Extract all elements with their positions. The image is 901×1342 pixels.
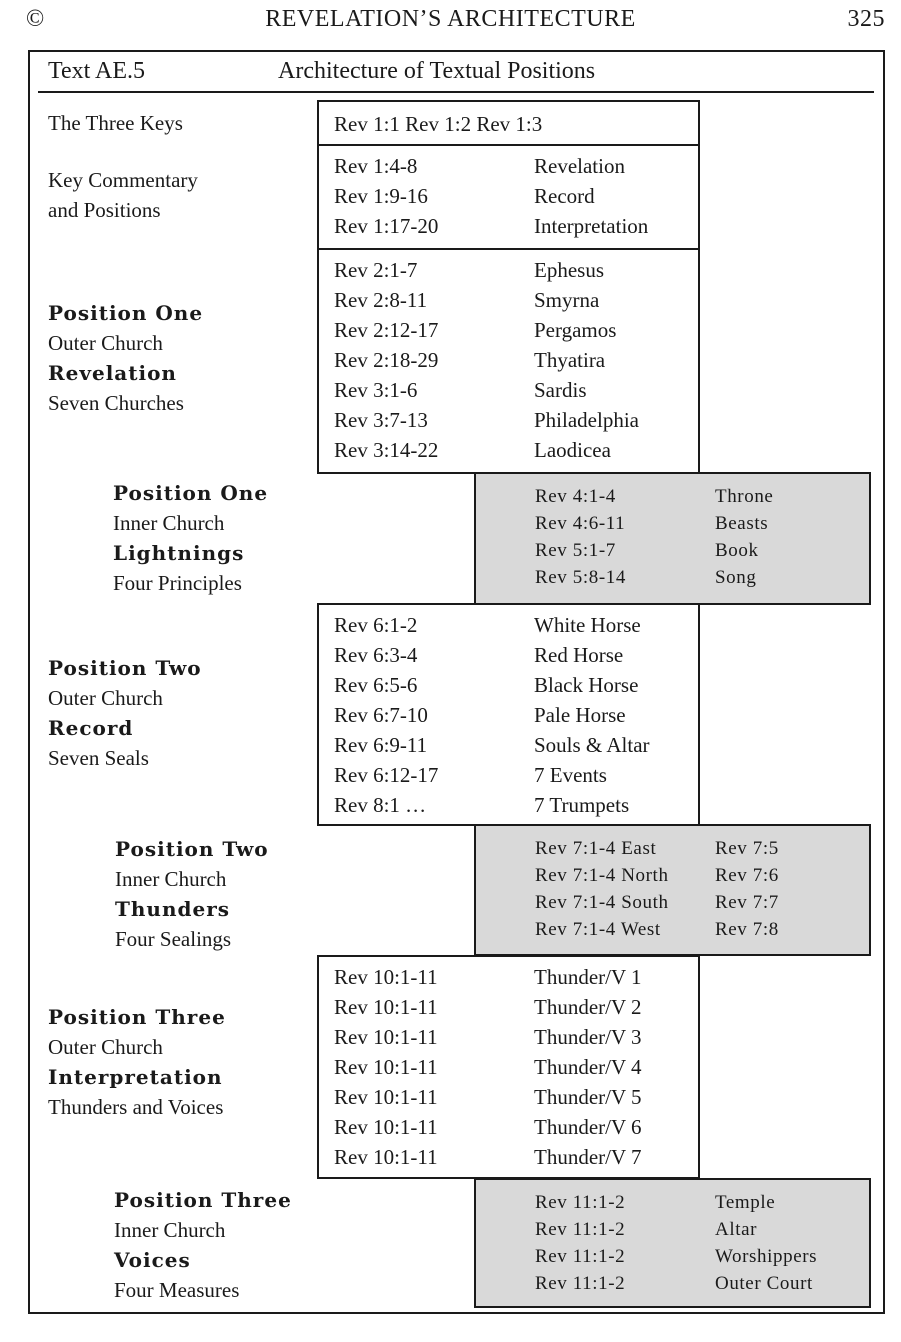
reference-row	[319, 613, 698, 643]
reference-verse: Rev 10:1-11	[334, 995, 438, 1019]
reference-row	[319, 438, 698, 468]
reference-topic: Thunder/V 6	[534, 1115, 642, 1139]
reference-row	[319, 763, 698, 793]
reference-topic: Thunder/V 5	[534, 1085, 642, 1109]
label-position-two-inner: Position Two Inner Church Thunders Four Sealings	[115, 837, 269, 951]
reference-topic: Smyrna	[534, 288, 600, 312]
position-two-outer-box	[317, 603, 700, 826]
reference-verse: Rev 10:1-11	[334, 1085, 438, 1109]
reference-topic: Pale Horse	[534, 703, 626, 727]
reference-topic: Throne	[715, 486, 774, 507]
reference-topic: Ephesus	[534, 258, 604, 282]
position-one-outer-box	[317, 248, 700, 474]
reference-row	[476, 540, 869, 567]
label-position-one-outer: Position One Outer Church Revelation Seven Churches	[48, 301, 204, 415]
reference-row	[319, 733, 698, 763]
reference-row	[476, 1219, 869, 1246]
reference-verse: Rev 6:7-10	[334, 703, 428, 727]
reference-row	[476, 1192, 869, 1219]
reference-topic: Record	[534, 184, 595, 208]
reference-row	[476, 1273, 869, 1300]
reference-verse: Rev 10:1-11	[334, 1145, 438, 1169]
reference-verse: Rev 3:1-6	[334, 378, 418, 402]
reference-row	[319, 1085, 698, 1115]
reference-topic: Rev 7:5	[715, 838, 779, 859]
commentary-box	[317, 144, 700, 250]
reference-row	[319, 1055, 698, 1085]
reference-topic: Rev 7:6	[715, 865, 779, 886]
position-three-outer-box	[317, 955, 700, 1179]
figure-title: Architecture of Textual Positions	[278, 58, 596, 84]
reference-verse: Rev 5:1-7	[535, 540, 616, 561]
reference-verse: Rev 4:6-11	[535, 513, 626, 534]
reference-row	[319, 288, 698, 318]
reference-row	[476, 919, 869, 946]
label-position-three-inner: Position Three Inner Church Voices Four Measures	[114, 1188, 292, 1302]
reference-row	[476, 486, 869, 513]
reference-topic: Outer Court	[715, 1273, 813, 1294]
reference-verse: Rev 7:1-4 West	[535, 919, 661, 940]
keys-box	[317, 100, 700, 146]
commentary-label: Key Commentary and Positions	[48, 168, 198, 222]
reference-row	[476, 567, 869, 594]
reference-topic: Song	[715, 567, 757, 588]
reference-row	[319, 154, 698, 184]
reference-row	[476, 513, 869, 540]
reference-topic: Souls & Altar	[534, 733, 650, 757]
reference-verse: Rev 1:17-20	[334, 214, 439, 238]
reference-verse: Rev 3:7-13	[334, 408, 428, 432]
reference-verse: Rev 6:1-2	[334, 613, 418, 637]
reference-row	[476, 892, 869, 919]
reference-row	[319, 793, 698, 823]
reference-verse: Rev 11:1-2	[535, 1273, 626, 1294]
reference-verse: Rev 11:1-2	[535, 1246, 626, 1267]
reference-verse: Rev 6:5-6	[334, 673, 418, 697]
reference-topic: Philadelphia	[534, 408, 639, 432]
reference-verse: Rev 2:18-29	[334, 348, 439, 372]
reference-row	[319, 643, 698, 673]
reference-verse: Rev 7:1-4 East	[535, 838, 657, 859]
reference-verse: Rev 10:1-11	[334, 965, 438, 989]
reference-topic: Red Horse	[534, 643, 624, 667]
reference-verse: Rev 6:12-17	[334, 763, 439, 787]
position-three-inner-box	[474, 1178, 871, 1308]
reference-topic: Laodicea	[534, 438, 611, 462]
position-one-inner-box	[474, 472, 871, 605]
reference-row	[319, 965, 698, 995]
reference-topic: Thunder/V 7	[534, 1145, 642, 1169]
reference-verse: Rev 2:8-11	[334, 288, 428, 312]
reference-topic: Pergamos	[534, 318, 617, 342]
reference-topic: White Horse	[534, 613, 641, 637]
label-position-one-inner: Position One Inner Church Lightnings Four Principles	[113, 481, 269, 595]
reference-row	[319, 1145, 698, 1175]
page-number: 325	[847, 6, 885, 32]
reference-verse: Rev 7:1-4 South	[535, 892, 669, 913]
reference-topic: Thunder/V 1	[534, 965, 642, 989]
reference-verse: Rev 3:14-22	[334, 438, 439, 462]
reference-verse: Rev 6:3-4	[334, 643, 418, 667]
reference-verse: Rev 10:1-11	[334, 1055, 438, 1079]
label-position-three-outer: Position Three Outer Church Interpretation Thunders and Voices	[48, 1005, 226, 1119]
reference-row	[319, 408, 698, 438]
reference-verse: Rev 6:9-11	[334, 733, 428, 757]
reference-row	[319, 184, 698, 214]
reference-verse: Rev 7:1-4 North	[535, 865, 669, 886]
reference-topic: Rev 7:7	[715, 892, 779, 913]
reference-topic: Altar	[715, 1219, 758, 1240]
keys-refs: Rev 1:1 Rev 1:2 Rev 1:3	[334, 112, 543, 136]
label-position-two-outer: Position Two Outer Church Record Seven Seals	[48, 656, 202, 770]
reference-topic: Book	[715, 540, 759, 561]
reference-verse: Rev 5:8-14	[535, 567, 626, 588]
reference-topic: Revelation	[534, 154, 625, 178]
reference-topic: Thunder/V 4	[534, 1055, 642, 1079]
reference-verse: Rev 1:4-8	[334, 154, 418, 178]
reference-row	[319, 378, 698, 408]
reference-row	[319, 1115, 698, 1145]
reference-row	[476, 838, 869, 865]
reference-row	[319, 214, 698, 244]
reference-row	[476, 865, 869, 892]
reference-topic: Black Horse	[534, 673, 639, 697]
reference-topic: Interpretation	[534, 214, 649, 238]
reference-row	[319, 703, 698, 733]
reference-row	[476, 1246, 869, 1273]
reference-verse: Rev 11:1-2	[535, 1192, 626, 1213]
reference-verse: Rev 2:12-17	[334, 318, 439, 342]
reference-row	[319, 1025, 698, 1055]
reference-topic: Thunder/V 2	[534, 995, 642, 1019]
reference-verse: Rev 2:1-7	[334, 258, 418, 282]
reference-topic: Worshippers	[715, 1246, 818, 1267]
reference-verse: Rev 11:1-2	[535, 1219, 626, 1240]
reference-row	[319, 348, 698, 378]
reference-verse: Rev 1:9-16	[334, 184, 428, 208]
caption-divider	[38, 91, 874, 93]
reference-topic: Rev 7:8	[715, 919, 779, 940]
reference-topic: Thunder/V 3	[534, 1025, 642, 1049]
reference-topic: 7 Trumpets	[534, 793, 630, 817]
position-two-inner-box	[474, 824, 871, 956]
reference-row	[319, 673, 698, 703]
reference-verse: Rev 10:1-11	[334, 1025, 438, 1049]
running-title: REVELATION’S ARCHITECTURE	[265, 6, 636, 32]
reference-row	[319, 258, 698, 288]
reference-row	[319, 995, 698, 1025]
reference-topic: Thyatira	[534, 348, 606, 372]
reference-verse: Rev 10:1-11	[334, 1115, 438, 1139]
keys-label: The Three Keys	[48, 111, 183, 135]
reference-topic: Temple	[715, 1192, 776, 1213]
reference-verse: Rev 4:1-4	[535, 486, 616, 507]
reference-topic: Sardis	[534, 378, 587, 402]
figure-id: Text AE.5	[48, 58, 145, 84]
reference-topic: 7 Events	[534, 763, 607, 787]
copyright-symbol: ©	[26, 6, 45, 32]
reference-topic: Beasts	[715, 513, 769, 534]
reference-row	[319, 318, 698, 348]
reference-verse: Rev 8:1 …	[334, 793, 427, 817]
